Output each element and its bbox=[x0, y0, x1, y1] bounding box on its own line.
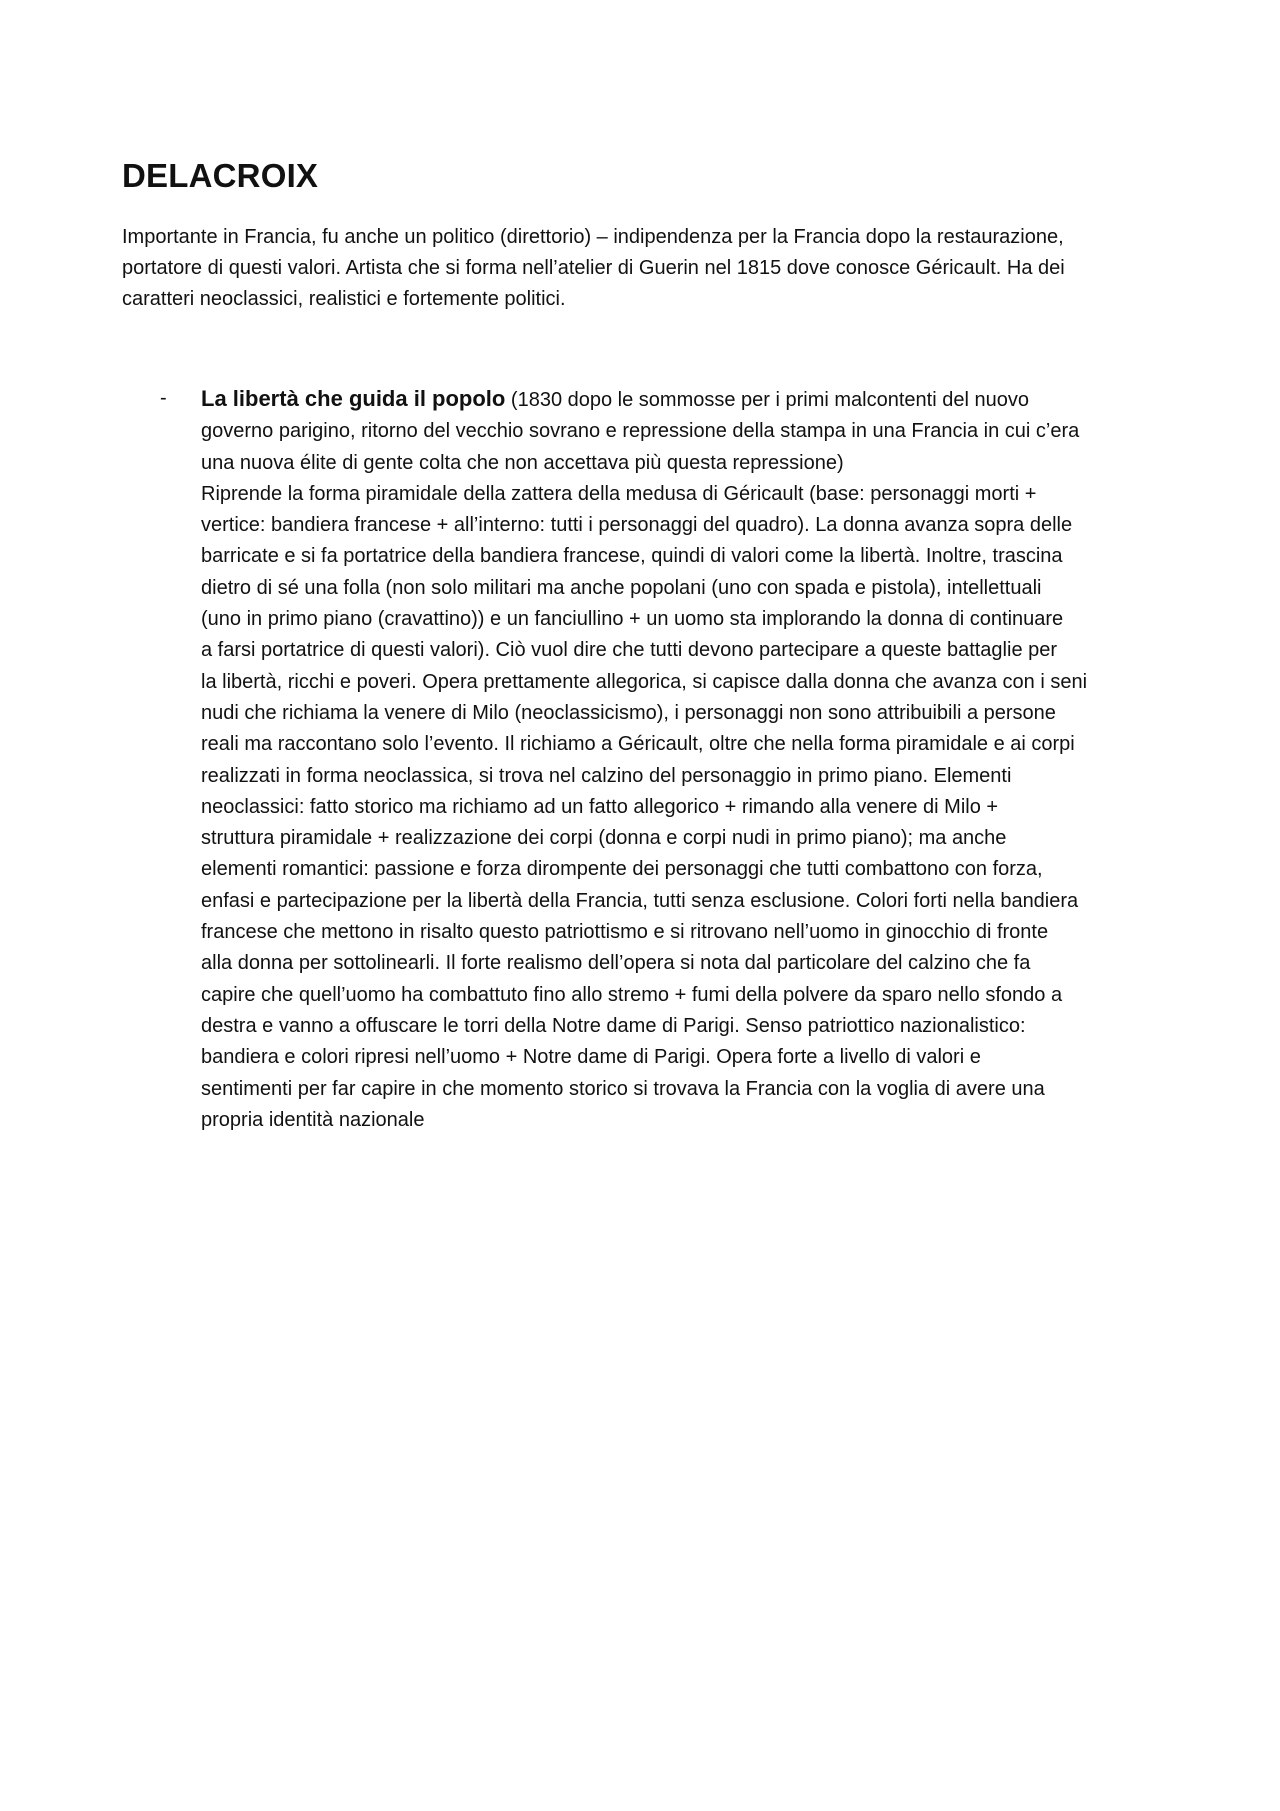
item-line: destra e vanno a offuscare le torri della Notre dame di Parigi. Senso patriottico nazionalistico: bbox=[201, 1014, 1026, 1037]
intro-line: caratteri neoclassici, realistici e fortemente politici. bbox=[122, 288, 566, 310]
dash-bullet: - bbox=[160, 387, 167, 409]
item-line: una nuova élite di gente colta che non accettava più questa repressione) bbox=[201, 451, 844, 474]
item-line: nudi che richiama la venere di Milo (neoclassicismo), i personaggi non sono attribuibili a persone bbox=[201, 701, 1056, 724]
item-line: vertice: bandiera francese + all’interno: tutti i personaggi del quadro). La donna avanza sopra delle bbox=[201, 514, 1073, 537]
item-first-line bbox=[201, 383, 1170, 416]
item-line: francese che mettono in risalto questo patriottismo e si ritrovano nell’uomo in ginocchio di fronte bbox=[201, 921, 1049, 944]
item-line: neoclassici: fatto storico ma richiamo ad un fatto allegorico + rimando alla venere di Milo + bbox=[201, 795, 999, 818]
bullet-list bbox=[160, 383, 1170, 1136]
item-line: capire che quell’uomo ha combattuto fino allo stremo + fumi della polvere da sparo nello sfondo a bbox=[201, 983, 1063, 1006]
item-line: governo parigino, ritorno del vecchio sovrano e repressione della stampa in una Francia in cui c’era bbox=[201, 420, 1080, 443]
item-line: sentimenti per far capire in che momento storico si trovava la Francia con la voglia di avere una bbox=[201, 1077, 1045, 1100]
item-line: a farsi portatrice di questi valori). Ciò vuol dire che tutti devono partecipare a queste battaglie per bbox=[201, 639, 1058, 662]
item-line: (uno in primo piano (cravattino)) e un fanciullino + un uomo sta implorando la donna di continuare bbox=[201, 608, 1064, 631]
item-first-line-text: (1830 dopo le sommosse per i primi malcontenti del nuovo bbox=[505, 389, 1029, 411]
intro-line: Importante in Francia, fu anche un politico (direttorio) – indipendenza per la Francia dopo la restaurazione, bbox=[122, 226, 1064, 248]
item-line: elementi romantici: passione e forza dirompente dei personaggi che tutti combattono con forza, bbox=[201, 858, 1043, 881]
list-item bbox=[160, 383, 1170, 1136]
intro-line: portatore di questi valori. Artista che si forma nell’atelier di Guerin nel 1815 dove conosce Géricault. Ha dei bbox=[122, 257, 1065, 279]
item-line: reali ma raccontano solo l’evento. Il richiamo a Géricault, oltre che nella forma piramidale e ai corpi bbox=[201, 733, 1075, 756]
item-line: alla donna per sottolinearli. Il forte realismo dell’opera si nota dal particolare del calzino che fa bbox=[201, 952, 1031, 975]
item-line: bandiera e colori ripresi nell’uomo + Notre dame di Parigi. Opera forte a livello di valori e bbox=[201, 1046, 981, 1069]
item-line: la libertà, ricchi e poveri. Opera prettamente allegorica, si capisce dalla donna che avanza con i seni bbox=[201, 670, 1088, 693]
item-line: barricate e si fa portatrice della bandiera francese, quindi di valori come la libertà. Inoltre, trascina bbox=[201, 545, 1063, 568]
item-line: Riprende la forma piramidale della zattera della medusa di Géricault (base: personaggi morti + bbox=[201, 482, 1037, 505]
artwork-title: La libertà che guida il popolo bbox=[201, 386, 506, 411]
item-line: enfasi e partecipazione per la libertà della Francia, tutti senza esclusione. Colori forti nella bandiera bbox=[201, 889, 1079, 912]
item-line: propria identità nazionale bbox=[201, 1108, 425, 1131]
document-title: DELACROIX bbox=[122, 157, 319, 194]
item-line: realizzati in forma neoclassica, si trova nel calzino del personaggio in primo piano. Elementi bbox=[201, 764, 1012, 787]
intro-paragraph bbox=[122, 222, 1162, 315]
item-line: dietro di sé una folla (non solo militari ma anche popolani (uno con spada e pistola), intellettuali bbox=[201, 576, 1042, 599]
item-line: struttura piramidale + realizzazione dei corpi (donna e corpi nudi in primo piano); ma anche bbox=[201, 827, 1007, 850]
